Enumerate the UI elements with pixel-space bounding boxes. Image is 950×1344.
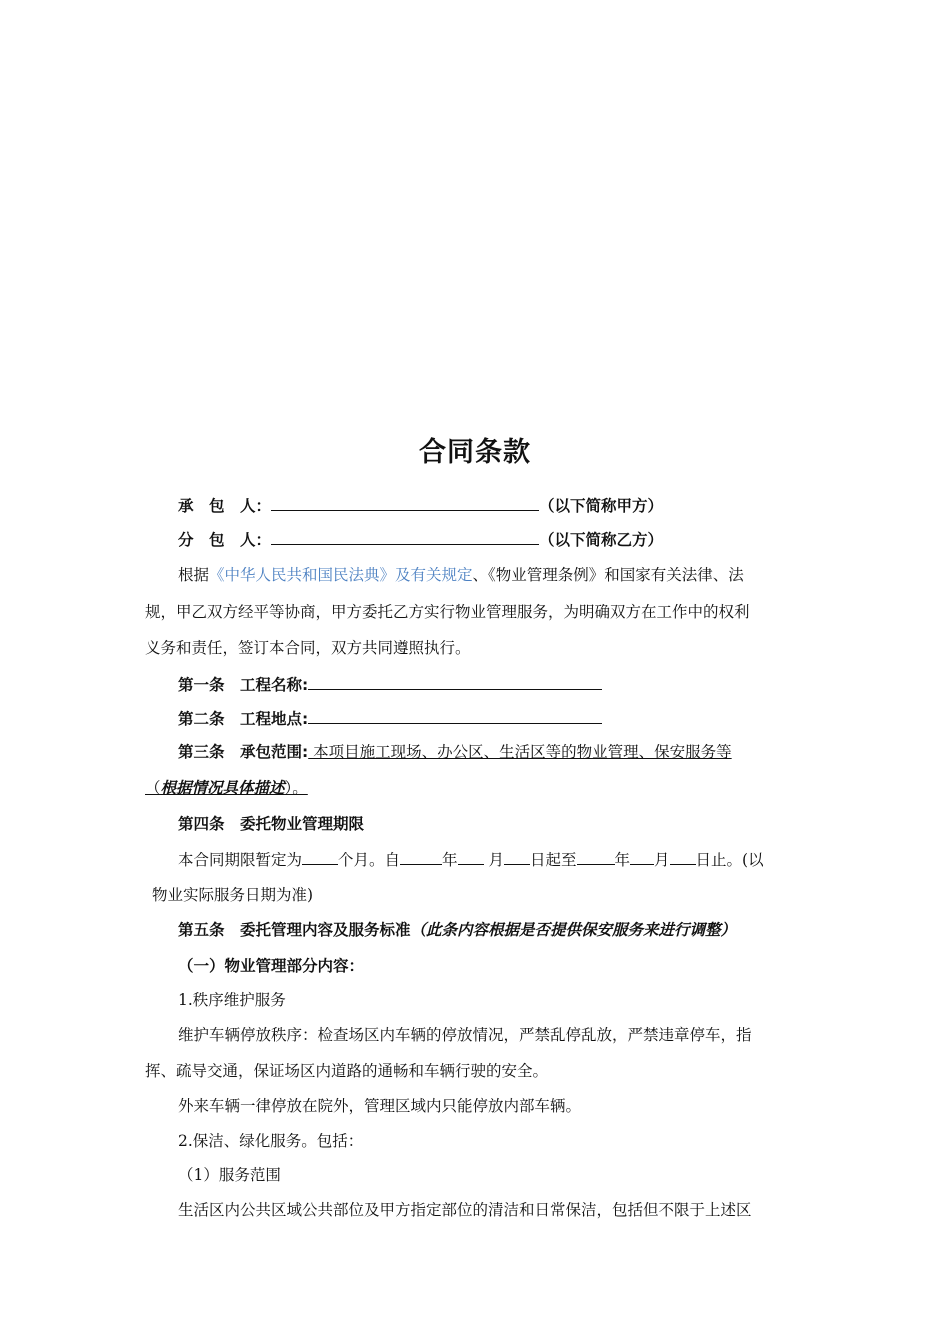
article-3-line-2	[145, 777, 810, 799]
item-2-heading: 2.保洁、绿化服务。包括：	[178, 1132, 364, 1150]
item-1-heading: 1.秩序维护服务	[178, 991, 286, 1009]
item-1-paragraph-1-line-1: 维护车辆停放秩序：检查场区内车辆的停放情况，严禁乱停乱放，严禁违章停车，指	[178, 1026, 752, 1044]
party-a-suffix: （以下简称甲方）	[539, 497, 664, 515]
item-1-paragraph-1-line-2: 挥、疏导交通，保证场区内道路的通畅和车辆行驶的安全。	[145, 1062, 549, 1080]
item-2-subheading: （1）服务范围	[178, 1166, 281, 1184]
term-text-7: 月	[654, 851, 670, 869]
document-title: 合同条款	[419, 437, 531, 468]
article-3-note: 根据情况具体描述	[160, 779, 285, 797]
preamble-line-1	[145, 564, 843, 586]
party-b-line	[145, 528, 843, 551]
item-1-paragraph-2: 外来车辆一律停放在院外，管理区域内只能停放内部车辆。	[178, 1097, 582, 1115]
preamble-rest: 、《物业管理条例》和国家有关法律、法	[472, 566, 744, 584]
article-2-label: 第二条 工程地点:	[178, 710, 309, 728]
article-4-term-line	[145, 848, 843, 871]
article-3-close: ）。	[284, 779, 308, 797]
article-2-line	[145, 707, 843, 730]
term-text-8: 日止。(以	[695, 851, 764, 869]
article-4-term-line-2: 物业实际服务日期为准)	[152, 886, 314, 904]
months-blank[interactable]	[302, 848, 338, 865]
article-3-line-1	[145, 741, 843, 763]
civil-code-link[interactable]: 《中华人民共和国民法典》及有关规定	[209, 566, 473, 584]
preamble-prefix: 根据	[178, 566, 210, 584]
term-text-4: 月	[483, 851, 504, 869]
party-a-line	[145, 494, 843, 517]
term-text-6: 年	[614, 851, 631, 869]
article-3-open: （	[145, 779, 161, 797]
end-day-blank[interactable]	[670, 848, 696, 865]
party-a-blank[interactable]	[271, 494, 539, 511]
preamble-line-3: 义务和责任，签订本合同，双方共同遵照执行。	[145, 639, 471, 657]
article-5-note: （此条内容根据是否提供保安服务来进行调整）	[410, 921, 737, 939]
preamble-line-2: 规，甲乙双方经平等协商，甲方委托乙方实行物业管理服务，为明确双方在工作中的权利	[145, 603, 750, 621]
article-5-heading: 第五条 委托管理内容及服务标准	[178, 921, 411, 939]
item-2-paragraph-1: 生活区内公共区域公共部位及甲方指定部位的清洁和日常保洁，包括但不限于上述区	[178, 1201, 752, 1219]
article-5-heading-line	[145, 919, 843, 941]
party-b-label: 分 包 人：	[178, 531, 272, 549]
article-1-line	[145, 673, 843, 696]
term-text-5: 日起至	[529, 851, 577, 869]
project-location-blank[interactable]	[308, 707, 602, 724]
term-text-2: 个月。自	[338, 851, 401, 869]
start-month-blank[interactable]	[458, 848, 484, 865]
article-4-heading: 第四条 委托物业管理期限	[178, 815, 365, 833]
party-b-suffix: （以下简称乙方）	[539, 531, 664, 549]
term-text-3: 年	[442, 851, 458, 869]
end-year-blank[interactable]	[577, 848, 615, 865]
party-a-label: 承 包 人：	[178, 497, 272, 515]
end-month-blank[interactable]	[630, 848, 654, 865]
section-1-heading: （一）物业管理部分内容：	[178, 957, 365, 975]
project-name-blank[interactable]	[308, 673, 602, 690]
article-3-scope: 本项目施工现场、办公区、生活区等的物业管理、保安服务等	[308, 743, 732, 761]
start-day-blank[interactable]	[504, 848, 530, 865]
article-3-label: 第三条 承包范围:	[178, 743, 309, 761]
article-1-label: 第一条 工程名称:	[178, 676, 309, 694]
party-b-blank[interactable]	[271, 528, 539, 545]
term-text-1: 本合同期限暂定为	[178, 851, 303, 869]
start-year-blank[interactable]	[400, 848, 442, 865]
